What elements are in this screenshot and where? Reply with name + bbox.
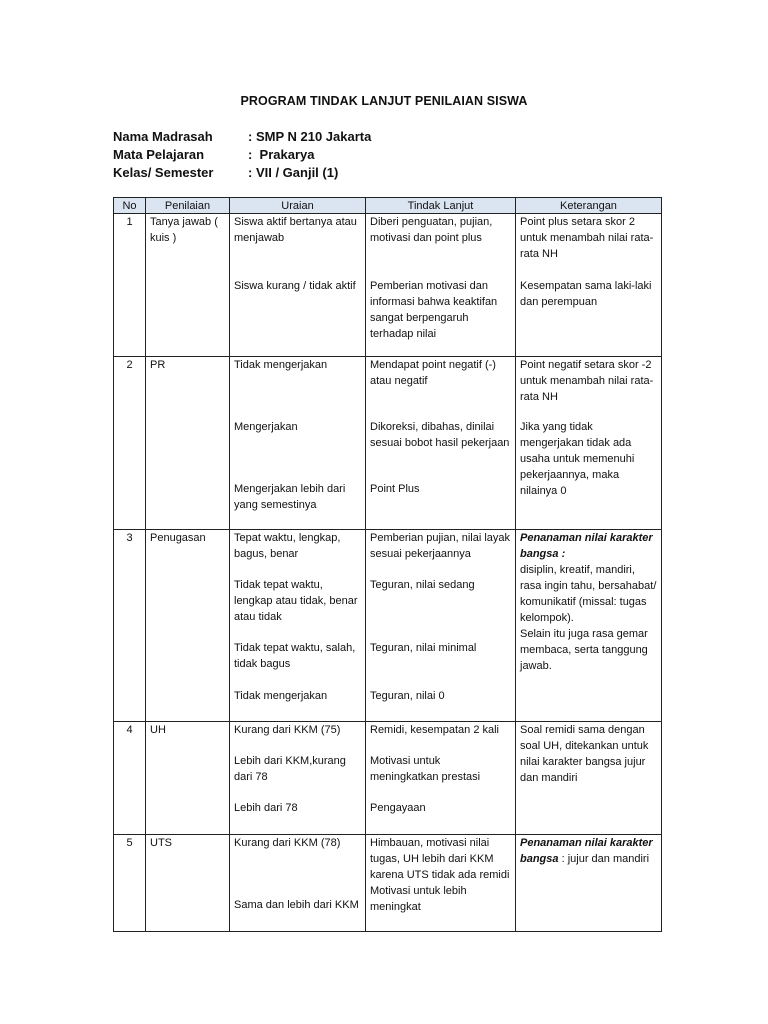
uraian-cell [230, 214, 366, 357]
header-no: No [114, 198, 146, 214]
uraian-item: Tidak mengerjakan [234, 359, 328, 371]
penilaian-cell: Tanya jawab ( kuis ) [146, 214, 230, 357]
uraian-item: Lebih dari 78 [234, 802, 298, 814]
keterangan-item: disiplin, kreatif, mandiri, rasa ingin tahu, bersahabat/ komunikatif (missal: tugas kelompok). [520, 564, 657, 624]
row-number: 3 [114, 530, 146, 722]
meta-row-madrasah [113, 128, 371, 146]
uraian-item: Siswa kurang / tidak aktif [234, 280, 356, 292]
uraian-cell [230, 357, 366, 530]
keterangan-item: Selain itu juga rasa gemar membaca, serta tanggung jawab. [520, 628, 648, 672]
tindak-lanjut-item: Remidi, kesempatan 2 kali [370, 724, 500, 736]
tindak-lanjut-item: Motivasi untuk meningkatkan prestasi [370, 755, 481, 783]
uraian-item: Lebih dari KKM,kurang dari 78 [234, 755, 346, 783]
keterangan-cell [516, 214, 662, 357]
meta-label: Kelas/ Semester [113, 165, 214, 180]
uraian-item: Mengerjakan [234, 421, 298, 433]
table-row [114, 357, 662, 530]
uraian-cell [230, 722, 366, 835]
uraian-item: Tidak tepat waktu, lengkap atau tidak, benar atau tidak [234, 579, 358, 623]
keterangan-cell [516, 530, 662, 722]
uraian-item: Sama dan lebih dari KKM [234, 899, 359, 911]
tindak-lanjut-cell [366, 357, 516, 530]
header-penilaian: Penilaian [146, 198, 230, 214]
tindak-lanjut-item: Mendapat point negatif (-) atau negatif [370, 359, 496, 387]
uraian-cell [230, 835, 366, 932]
table-row [114, 835, 662, 932]
tindak-lanjut-item: Pemberian pujian, nilai layak sesuai pekerjaannya [370, 532, 511, 560]
table-header-row [114, 198, 662, 214]
uraian-item: Kurang dari KKM (75) [234, 724, 341, 736]
header-keterangan: Keterangan [516, 198, 662, 214]
meta-label: Mata Pelajaran [113, 147, 205, 162]
heading-colon: : [558, 548, 566, 560]
row-number: 1 [114, 214, 146, 357]
tindak-lanjut-item: Diberi penguatan, pujian, motivasi dan point plus [370, 216, 493, 244]
keterangan-cell [516, 357, 662, 530]
meta-row-mapel [113, 146, 371, 164]
tindak-lanjut-cell [366, 835, 516, 932]
tindak-lanjut-item: Pengayaan [370, 802, 426, 814]
table-row [114, 214, 662, 357]
keterangan-item: Point plus setara skor 2 untuk menambah nilai rata-rata NH [520, 216, 654, 260]
tindak-lanjut-cell [366, 214, 516, 357]
keterangan-cell: Soal remidi sama dengan soal UH, ditekankan untuk nilai karakter bangsa jujur dan mandiri [516, 722, 662, 835]
tindak-lanjut-item: Teguran, nilai sedang [370, 579, 475, 591]
document-meta [113, 128, 371, 182]
row-number: 5 [114, 835, 146, 932]
header-uraian: Uraian [230, 198, 366, 214]
keterangan-item: Point negatif setara skor -2 untuk menambah nilai rata-rata NH [520, 359, 654, 403]
meta-value: : Prakarya [248, 147, 315, 162]
meta-label: Nama Madrasah [113, 129, 213, 144]
penilaian-cell: UTS [146, 835, 230, 932]
table-row [114, 722, 662, 835]
penilaian-cell: UH [146, 722, 230, 835]
row-number: 4 [114, 722, 146, 835]
character-values-heading: Penanaman nilai karakter bangsa [520, 532, 653, 560]
uraian-item: Siswa aktif bertanya atau menjawab [234, 216, 357, 244]
tindak-lanjut-item: Himbauan, motivasi nilai tugas, UH lebih dari KKM karena UTS tidak ada remidi [370, 837, 510, 881]
tindak-lanjut-item: Teguran, nilai 0 [370, 690, 445, 702]
tindak-lanjut-item: Motivasi untuk lebih meningkat [370, 885, 467, 913]
document-title: PROGRAM TINDAK LANJUT PENILAIAN SISWA [240, 94, 528, 108]
header-tindak-lanjut: Tindak Lanjut [366, 198, 516, 214]
uraian-item: Tepat waktu, lengkap, bagus, benar [234, 532, 341, 560]
heading-colon: : [558, 853, 565, 865]
tindak-lanjut-cell [366, 722, 516, 835]
keterangan-item: Kesempatan sama laki-laki dan perempuan [520, 280, 652, 308]
meta-row-kelas [113, 164, 371, 182]
keterangan-item: jujur dan mandiri [564, 853, 650, 865]
keterangan-item: Jika yang tidak mengerjakan tidak ada usaha untuk memenuhi pekerjaannya, maka nilainya 0 [520, 421, 635, 497]
uraian-cell [230, 530, 366, 722]
penilaian-cell: PR [146, 357, 230, 530]
uraian-item: Tidak tepat waktu, salah, tidak bagus [234, 642, 356, 670]
character-values-heading: Penanaman nilai karakter bangsa [520, 837, 653, 865]
tindak-lanjut-item: Pemberian motivasi dan informasi bahwa keaktifan sangat berpengaruh terhadap nilai [370, 280, 498, 340]
tindak-lanjut-item: Point Plus [370, 483, 420, 495]
tindak-lanjut-cell [366, 530, 516, 722]
keterangan-cell [516, 835, 662, 932]
tindak-lanjut-item: Teguran, nilai minimal [370, 642, 477, 654]
uraian-item: Tidak mengerjakan [234, 690, 328, 702]
penilaian-cell: Penugasan [146, 530, 230, 722]
uraian-item: Mengerjakan lebih dari yang semestinya [234, 483, 346, 511]
meta-value: : VII / Ganjil (1) [248, 165, 339, 180]
follow-up-table [113, 197, 662, 932]
table-row [114, 530, 662, 722]
row-number: 2 [114, 357, 146, 530]
uraian-item: Kurang dari KKM (78) [234, 837, 341, 849]
meta-value: : SMP N 210 Jakarta [248, 129, 372, 144]
tindak-lanjut-item: Dikoreksi, dibahas, dinilai sesuai bobot hasil pekerjaan [370, 421, 510, 449]
